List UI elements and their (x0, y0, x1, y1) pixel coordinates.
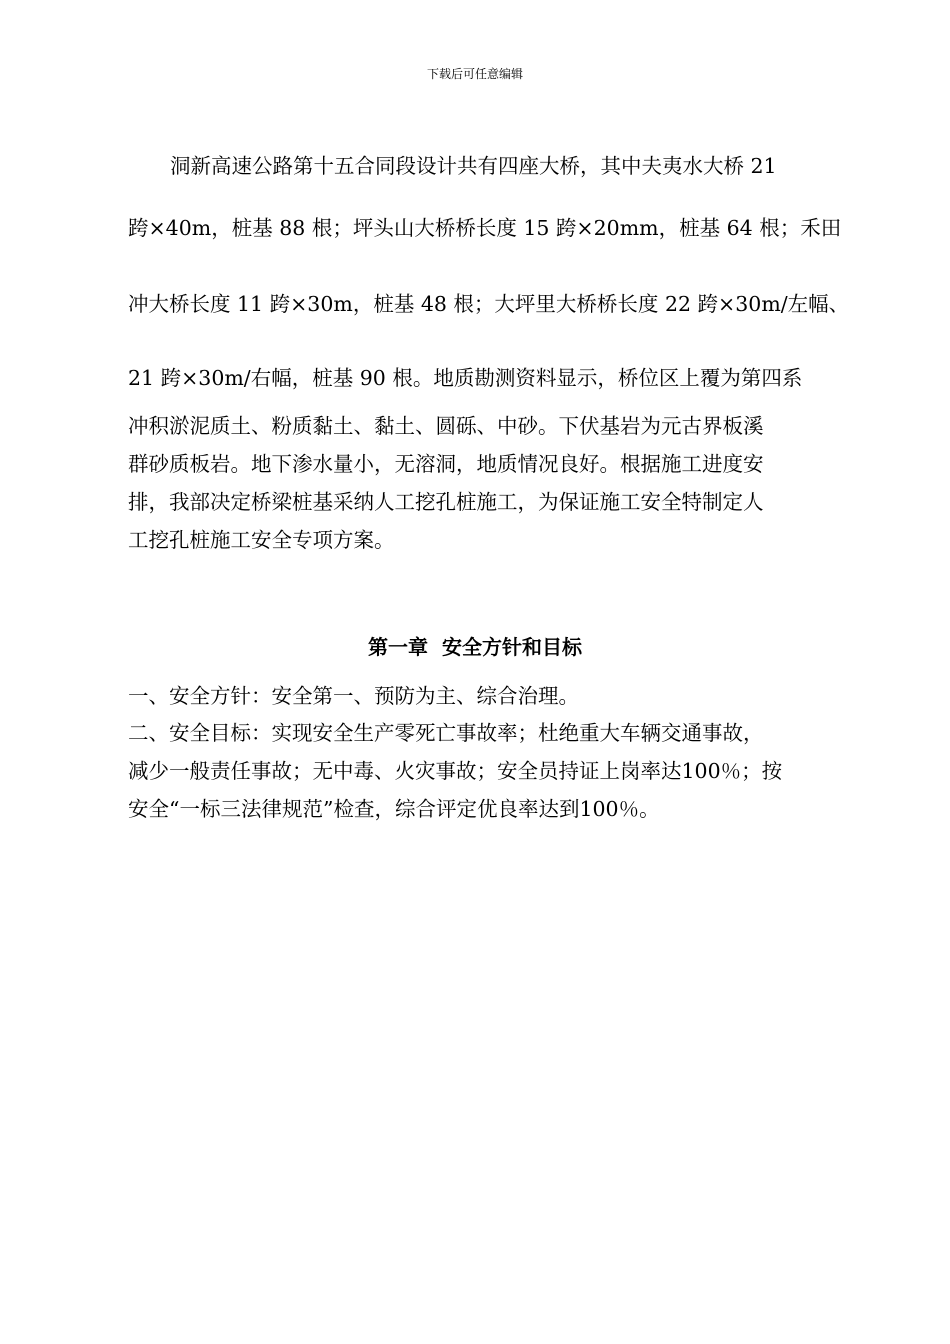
intro-line-1: 洞新高速公路第十五合同段设计共有四座大桥，其中夫夷水大桥 21 (170, 154, 777, 178)
chapter-title: 第一章 安全方针和目标 (368, 635, 582, 659)
intro-line-5: 冲积淤泥质土、粉质黏土、黏土、圆砾、中砂。下伏基岩为元古界板溪 (128, 414, 764, 438)
intro-line-8: 工挖孔桩施工安全专项方案。 (128, 528, 395, 552)
intro-line-6: 群砂质板岩。地下渗水量小，无溶洞，地质情况良好。根据施工进度安 (128, 452, 764, 476)
intro-line-3: 冲大桥长度 11 跨×30m，桩基 48 根；大坪里大桥桥长度 22 跨×30m/左幅、 (128, 292, 850, 316)
safety-goal-line-2: 减少一般责任事故；无中毒、火灾事故；安全员持证上岗率达100％；按 (128, 759, 783, 783)
intro-line-2: 跨×40m，桩基 88 根；坪头山大桥桥长度 15 跨×20mm，桩基 64 根；禾田 (128, 216, 842, 240)
safety-goal-line-3: 安全“一标三法律规范”检查，综合评定优良率达到100％。 (128, 797, 660, 821)
safety-goal-line-1: 二、安全目标：实现安全生产零死亡事故率；杜绝重大车辆交通事故， (128, 721, 764, 745)
page-header: 下载后可任意编辑 (426, 67, 523, 81)
intro-line-4: 21 跨×30m/右幅，桩基 90 根。地质勘测资料显示，桥位区上覆为第四系 (128, 366, 803, 390)
safety-policy-line: 一、安全方针：安全第一、预防为主、综合治理。 (128, 684, 579, 708)
intro-line-7: 排，我部决定桥梁桩基采纳人工挖孔桩施工，为保证施工安全特制定人 (128, 490, 764, 514)
